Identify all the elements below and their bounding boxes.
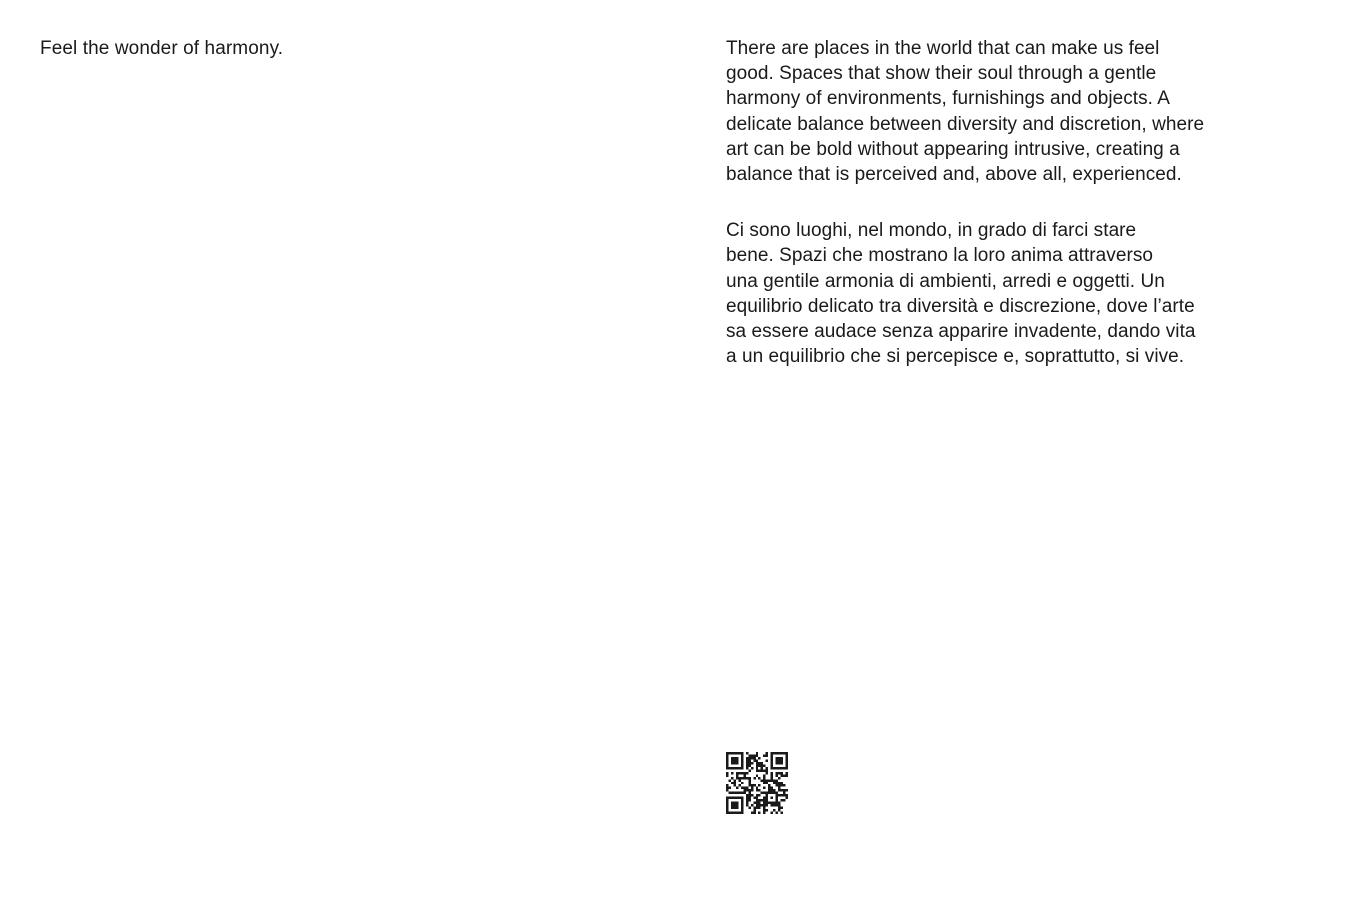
intro-text-column	[726, 36, 1266, 369]
page-tagline: Feel the wonder of harmony.	[40, 38, 284, 59]
qr-code-icon[interactable]	[726, 752, 788, 814]
qr-code-graphic	[726, 752, 788, 814]
paragraph-italian: Ci sono luoghi, nel mondo, in grado di farci stare bene. Spazi che mostrano la loro anima attraverso una gentile armonia di ambienti, arredi e oggetti. Un equilibrio delicato tra diversità e discrezione, dove l’arte sa essere audace senza apparire invadente, dando vita a un equilibrio che si percepisce e, soprattutto, si vive.	[726, 220, 1196, 368]
paragraph-english: There are places in the world that can make us feel good. Spaces that show their soul through a gentle harmony of environments, furnishings and objects. A delicate balance between diversity and discretion, where art can be bold without appearing intrusive, creating a balance that is perceived and, above all, experienced.	[726, 38, 1205, 186]
